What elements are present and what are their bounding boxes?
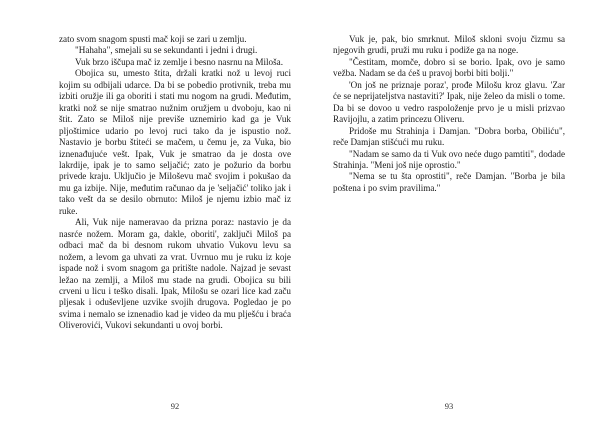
paragraph: Pridoše mu Strahinja i Damjan. "Dobra borba, Obiliću", reče Damjan stišćući mu ruku. [333, 125, 565, 148]
paragraph: Vuk brzo iščupa mač iz zemlje i besno nasrnu na Miloša. [75, 56, 283, 67]
paragraph: "Nema se tu šta oprostiti", reče Damjan. "Borba je bila poštena i po svim pravilima." [333, 171, 565, 193]
paragraph: Vuk je, pak, bio smrknut. Miloš skloni svoju čizmu sa njegovih grudi, pruži mu ruku i podiže ga na noge. [333, 34, 565, 56]
paragraph: "Hahaha", smejali su se sekundanti i jedni i drugi. [75, 45, 258, 56]
paragraph: 'On još ne priznaje poraz', prođe Milošu kroz glavu. 'Zar će se neprijateljstva nastaviti?' Ipak, nije želeo da misli o tome. Da bi se dovoo u vedro raspoloženje prvo je u misli prizvao Ravijojlu, a zatim princezu Oliveru. [333, 79, 565, 125]
paragraph: "Nadam se samo da ti Vuk ovo neće dugo pamtiti", dodade Strahinja. "Meni još nije oprostio." [333, 148, 565, 170]
paragraph: "Čestitam, momče, dobro si se borio. Ipak, ovo je samo vežba. Nadam se da ćeš u pravoj borbi biti bolji." [333, 56, 565, 79]
left-page [59, 34, 291, 332]
page-number-right: 93 [444, 401, 454, 411]
paragraph: Ali, Vuk nije nameravao da prizna poraz: nastavio je da nasrće nožem. Moram ga, dakle, oboriti', zaključi Miloš pa odbaci mač da bi desnom rukom uhvatio Vukovu levu sa nožem, a levom ga uhvati za vrat. Uvrnuo mu je ruku iz koje ispade nož i svom snagom ga pritište nadole. Najzad je sevast ležao na zemlji, a Miloš mu stade na grudi. Obojica su bili crveni u licu i teško disali. Ipak, Milošu se ozari lice kad začu pljesak i oduševljene uzvike svojih drugova. Pogledao je po svima i nemalo se iznenadio kad je video da mu plješću i braća Oliverovići, Vukovi sekundanti u ovoj borbi. [59, 217, 291, 331]
paragraph: Obojica su, umesto štita, držali kratki nož u levoj ruci kojim su odbijali udarce. Da bi se pobedio protivnik, treba mu izbiti oružje ili ga oboriti i stati mu nogom na grudi. Međutim, kratki nož se nije smatrao nužnim oružjem u dvoboju, kao ni štit. Zato se Miloš nije previše uznemirio kad ga je Vuk pljoštimice udario po levoj ruci tako da je ispustio nož. Nastavio je borbu štiteći se mačem, u čemu je, za Vuka, bio iznenađujuće vešt. Ipak, Vuk je smatrao da je dosta ove lakrdije, ipak je to samo seljačić; zato je požurio da borbu privede kraju. Uključio je Miloševu mač svojim i pokušao da mu ga izbije. Nije, međutim računao da je 'seljačić' toliko jak i tako vešt da se desilo obrnuto: Miloš je njemu izbio mač iz ruke. [59, 68, 291, 216]
right-page [333, 34, 565, 194]
paragraph: zato svom snagom spusti mač koji se zari u zemlju. [59, 34, 247, 44]
page-number-left: 92 [170, 401, 180, 411]
